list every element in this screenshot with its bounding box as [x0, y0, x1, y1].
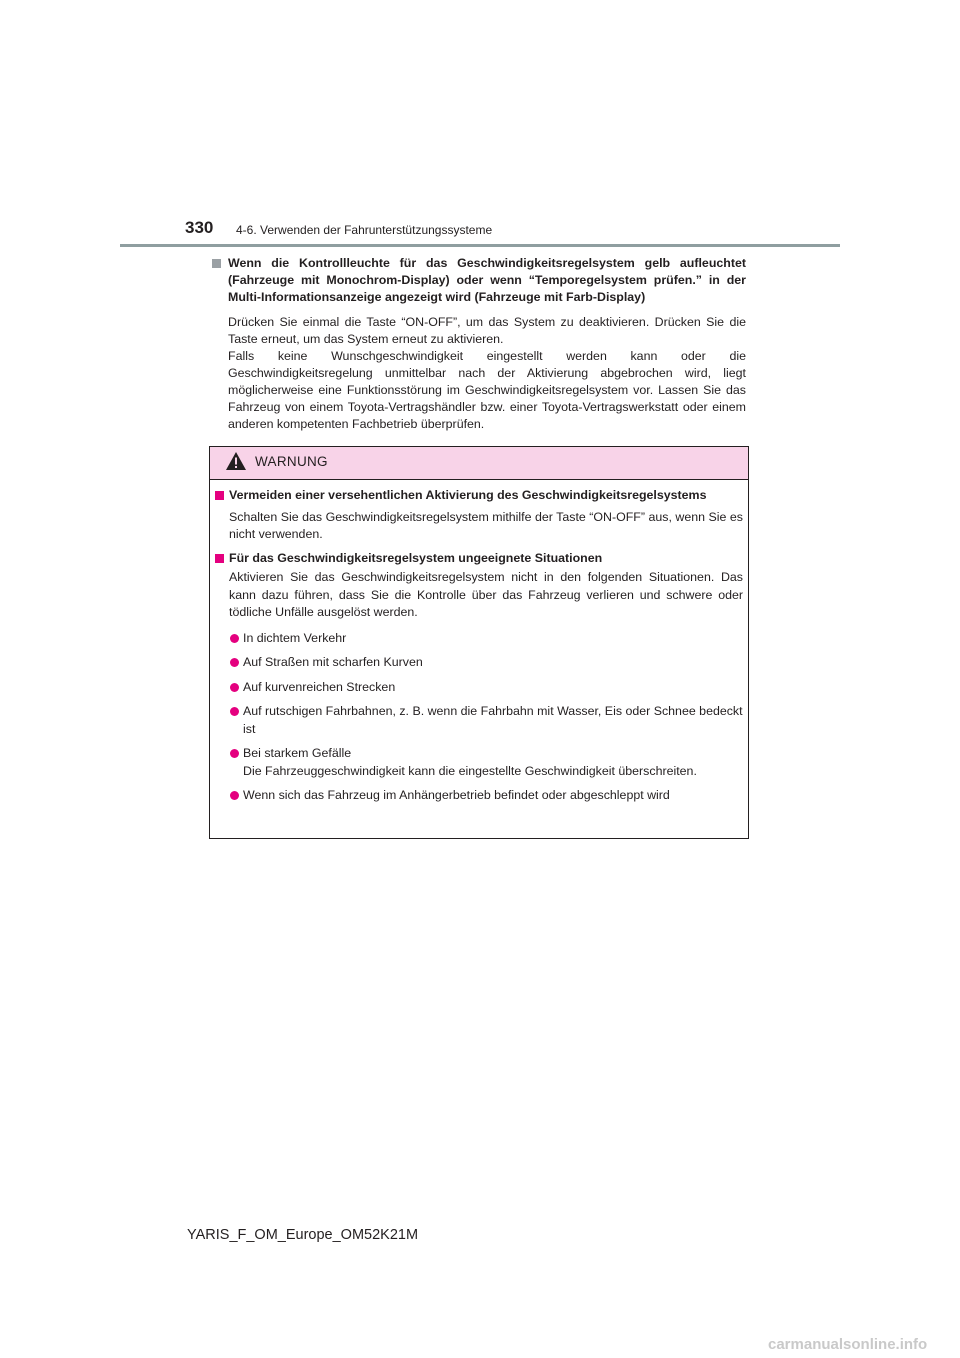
warning-section-2-text	[229, 569, 743, 622]
warning-section-2-heading-text: Für das Geschwindigkeitsregelsystem ungeeignete Situationen	[229, 550, 603, 565]
square-bullet-icon	[212, 259, 221, 268]
list-item-text: Bei starkem Gefälle	[243, 746, 352, 760]
list-item	[213, 630, 743, 648]
square-bullet-icon	[215, 554, 224, 563]
intro-paragraph	[228, 314, 746, 433]
page-number: 330	[185, 218, 214, 237]
list-item-subtext: Die Fahrzeuggeschwindigkeit kann die eingestellte Geschwindigkeit überschreiten.	[243, 763, 697, 778]
list-item-text: Wenn sich das Fahrzeug im Anhängerbetrieb befindet oder abgeschleppt wird	[243, 788, 670, 802]
round-bullet-icon	[230, 658, 239, 667]
header-rule	[120, 244, 840, 247]
list-item	[213, 787, 743, 805]
intro-heading	[210, 255, 746, 306]
document-code: YARIS_F_OM_Europe_OM52K21M	[187, 1227, 419, 1243]
round-bullet-icon	[230, 749, 239, 758]
list-item-text: Auf Straßen mit scharfen Kurven	[243, 655, 423, 669]
situation-list	[213, 630, 743, 805]
list-item-text: Auf kurvenreichen Strecken	[243, 679, 396, 694]
list-item-text: Auf rutschigen Fahrbahnen, z. B. wenn die Fahrbahn mit Wasser, Eis oder Schnee bedeckt ist	[243, 704, 743, 736]
warning-header	[210, 447, 748, 480]
warning-section-1-text	[229, 509, 743, 544]
warning-section-1-text-line: Schalten Sie das Geschwindigkeitsregelsystem mithilfe der Taste “ON-OFF” aus, wenn Sie es nicht verwenden.	[229, 509, 743, 541]
warning-section-1-heading	[213, 487, 743, 505]
warning-section-2-text-line: Aktivieren Sie das Geschwindigkeitsregelsystem nicht in den folgenden Situationen. Das kann dazu führen, dass Sie die Kontrolle über das Fahrzeug verlieren und schwere oder tödliche Unfälle ausgelöst werden.	[229, 570, 743, 619]
square-bullet-icon	[215, 491, 224, 500]
warning-body	[213, 487, 743, 812]
list-item	[213, 654, 743, 672]
round-bullet-icon	[230, 791, 239, 800]
list-item	[213, 703, 743, 738]
warning-title: WARNUNG	[255, 454, 328, 469]
section-title: 4-6. Verwenden der Fahrunterstützungssysteme	[236, 223, 493, 237]
intro-section	[210, 255, 746, 433]
warning-triangle-icon	[225, 451, 247, 471]
warning-section-2-heading	[213, 550, 743, 568]
round-bullet-icon	[230, 707, 239, 716]
list-item-text: In dichtem Verkehr	[243, 630, 347, 645]
warning-section-1-heading-text: Vermeiden einer versehentlichen Aktivierung des Geschwindigkeitsregelsystems	[229, 488, 707, 502]
round-bullet-icon	[230, 683, 239, 692]
list-item	[213, 679, 743, 697]
round-bullet-icon	[230, 634, 239, 643]
intro-heading-text: Wenn die Kontrollleuchte für das Geschwindigkeitsregelsystem gelb aufleuchtet (Fahrzeuge mit Monochrom-Display) oder wenn “Temporegelsystem prüfen.” in der Multi-Informationsanzeige angezeigt wird (Fahrzeuge mit Farb-Display)	[228, 256, 746, 304]
intro-paragraph-2: Falls keine Wunschgeschwindigkeit eingestellt werden kann oder die Geschwindigkeitsregelung unmittelbar nach der Aktivierung abgebrochen wird, liegt möglicherweise eine Funktionsstörung im Geschwindigkeitsregelsystem vor. Lassen Sie das Fahrzeug von einem Toyota-Vertragshändler bzw. einer Toyota-Vertragswerkstatt oder einem anderen kompetenten Fachbetrieb überprüfen.	[228, 349, 746, 431]
intro-paragraph-1: Drücken Sie einmal die Taste “ON-OFF”, um das System zu deaktivieren. Drücken Sie die Taste erneut, um das System erneut zu aktivieren.	[228, 315, 746, 346]
watermark: carmanualsonline.info	[768, 1336, 928, 1353]
warning-box	[209, 446, 749, 839]
list-item	[213, 745, 743, 780]
